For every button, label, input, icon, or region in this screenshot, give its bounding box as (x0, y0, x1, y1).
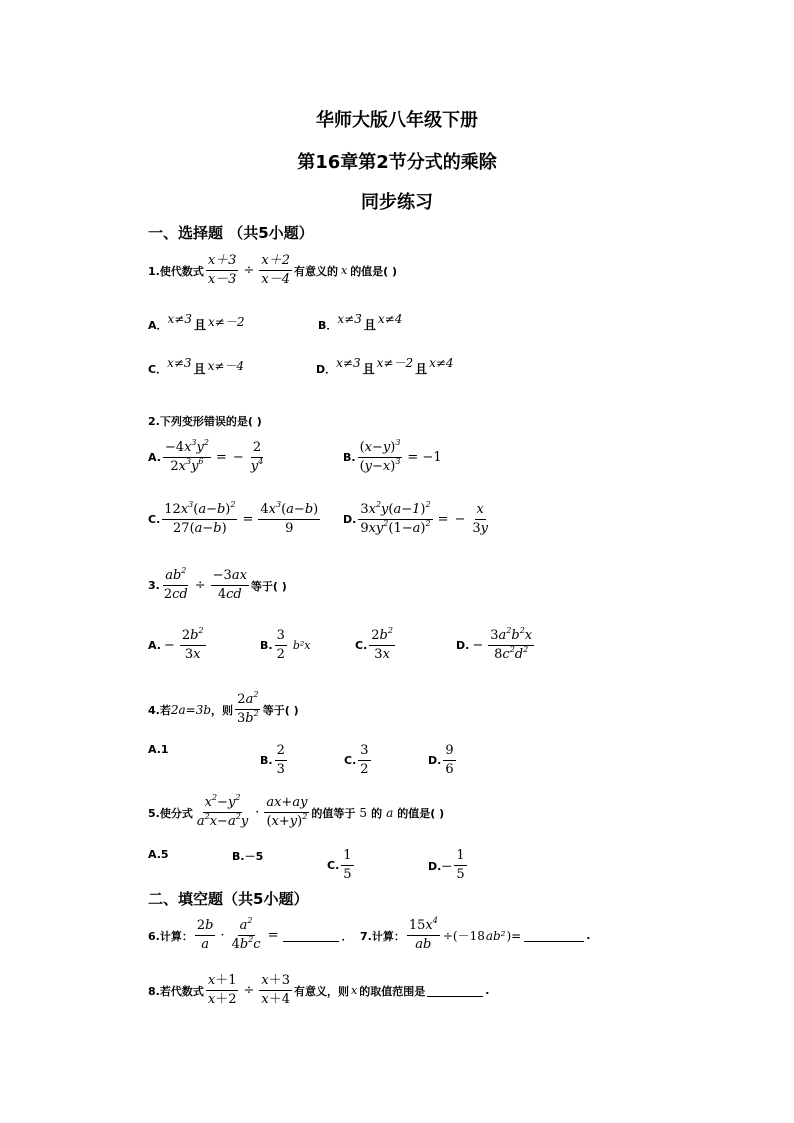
q3-d-frac: $\frac{3a^2b^2x}{8c^2d^2}$ (490, 626, 533, 663)
q2-a-eq: = (215, 450, 227, 466)
q2-option-a (148, 440, 267, 476)
q1-suffix2: 的值是( ) (350, 264, 398, 278)
q5-suffix2: 的 (371, 806, 383, 820)
section-fill-heading: 二、填空题（共5小题） (148, 890, 309, 908)
q2-a-minus: − (232, 450, 244, 466)
q5-fraction-1: $\frac{x^2-y^2}{a^2x-a^2y}$ (196, 793, 249, 830)
q1-option-d (316, 355, 454, 377)
q1-option-c-label: C． (148, 362, 168, 376)
q6-eq: = (267, 928, 279, 944)
q3-fraction-1: $\frac{ab^2}{2cd}$ (163, 566, 188, 603)
q6-answer-blank[interactable] (283, 929, 339, 942)
q1-a-cond1: x≠3 (167, 311, 192, 326)
q3-option-a-label: A. (148, 639, 161, 653)
q2-d-eq: = (437, 512, 449, 528)
q1-var: x (340, 264, 348, 278)
q2-b-eq: = −1 (407, 450, 442, 466)
q7-fraction: $\frac{15x^4}{ab}$ (408, 916, 438, 953)
q5-value: 5 (359, 805, 368, 820)
q2-stem: 2.下列变形错误的是( ) (148, 415, 262, 428)
q3-a-frac: $\frac{2b^2}{3x}$ (181, 626, 204, 663)
q3-b-frac: $\frac{3}{2}$ (276, 628, 285, 663)
q2-b-left: $\frac{(x-y)^3}{(y-x)^3}$ (359, 438, 401, 475)
q5-var: a (386, 805, 394, 820)
q1-option-c (148, 355, 245, 377)
q4-c-frac: $\frac{3}{2}$ (360, 743, 369, 778)
q1-option-b-label: B． (318, 318, 338, 332)
q1-d-cond3: x≠4 (429, 355, 454, 370)
q2-c-left: $\frac{12x^3(a-b)^2}{27(a-b)}$ (164, 500, 236, 537)
q2-option-a-label: A. (148, 451, 161, 465)
question-2 (148, 413, 262, 429)
q4-fraction: $\frac{2a^2}{3b^2}$ (237, 690, 259, 727)
q7-close: )= (506, 928, 522, 943)
q4-option-c (344, 743, 373, 779)
q8-prefix: 8.若代数式 (148, 984, 204, 998)
q1-d-cond1: x≠3 (336, 355, 361, 370)
q1-c-and: 且 (193, 362, 206, 376)
section-choice-heading: 一、选择题 （共5小题） (148, 224, 314, 242)
q8-answer-blank[interactable] (427, 984, 483, 997)
q6-mult-op: · (220, 928, 225, 944)
q4-option-b-label: B. (260, 754, 273, 768)
q8-suffix: 有意义，则 (294, 984, 349, 998)
q5-fraction-2: $\frac{ax+ay}{(x+y)^2}$ (266, 795, 308, 830)
q5-option-b-label: B.－5 (232, 850, 264, 863)
q4-option-d-label: D. (428, 754, 442, 768)
q4-prefix: 4.若 (148, 703, 171, 717)
q1-divide-op: ÷ (243, 263, 255, 279)
q1-a-cond2: x≠－2 (208, 315, 245, 329)
q1-c-cond1: x≠3 (167, 355, 192, 370)
chapter-title: 第16章第2节分式的乘除 (297, 152, 497, 173)
q5-option-a-label: A.5 (148, 848, 169, 861)
q4-option-b (260, 743, 289, 779)
q6-label: 6.计算： (148, 929, 193, 943)
q1-suffix: 有意义的 (293, 264, 338, 278)
q2-option-c (148, 502, 322, 538)
q5-option-b (232, 848, 263, 864)
q4-d-frac: $\frac{9}{6}$ (445, 743, 454, 778)
q3-a-minus: − (163, 638, 175, 654)
q4-suffix: 等于( ) (262, 703, 299, 717)
q8-end: . (485, 984, 490, 998)
q3-option-c (355, 628, 397, 664)
q6-fraction-2: $\frac{a^2}{4b^2c}$ (231, 916, 261, 953)
q8-fraction-1: $\frac{x+1}{x+2}$ (207, 973, 237, 1008)
q3-suffix: 等于( ) (250, 579, 287, 593)
q5-option-d-label: D.－ (428, 859, 453, 873)
q6-end: ． (341, 929, 353, 943)
q4-options (148, 743, 169, 756)
q2-option-d (343, 502, 492, 538)
practice-title: 同步练习 (361, 192, 433, 213)
q8-var: x (351, 984, 358, 998)
q8-suffix2: 的取值范围是 (359, 984, 426, 998)
question-1 (148, 253, 397, 289)
q7-mid: ÷(－18 (442, 929, 485, 944)
question-3 (148, 568, 287, 604)
q5-prefix: 5.使分式 (148, 806, 193, 820)
q3-option-b-label: B. (260, 639, 273, 653)
q5-suffix3: 的值是( ) (397, 806, 445, 820)
q3-option-a (148, 628, 208, 664)
q8-divide-op: ÷ (243, 983, 255, 999)
q1-d-and: 且 (362, 362, 375, 376)
q5-c-frac: $\frac{1}{5}$ (343, 848, 352, 883)
q1-b-cond2: x≠4 (377, 311, 403, 326)
q3-option-d (456, 628, 536, 664)
q1-option-d-label: D． (316, 362, 337, 376)
q2-option-d-label: D. (343, 513, 357, 527)
q7-answer-blank[interactable] (524, 929, 584, 942)
q1-b-cond1: x≠3 (337, 311, 362, 326)
q4-option-d (428, 743, 458, 779)
q2-c-eq: = (242, 512, 254, 528)
q2-a-left: $\frac{-4x^3y^2}{2x^3y^6}$ (164, 438, 209, 475)
question-6 (148, 918, 352, 954)
q2-a-right: $\frac{2}{y^4}$ (250, 440, 264, 475)
q3-option-b (260, 628, 311, 664)
question-8 (148, 973, 489, 1009)
q1-option-a (148, 311, 245, 333)
q7-end: . (586, 929, 591, 943)
q3-c-frac: $\frac{2b^2}{3x}$ (371, 626, 393, 663)
q5-option-c (327, 848, 356, 884)
q5-d-frac: $\frac{1}{5}$ (456, 848, 465, 883)
q1-b-and: 且 (363, 318, 376, 332)
q1-a-and: 且 (193, 318, 206, 332)
q3-option-d-label: D. (456, 639, 470, 653)
q4-b-frac: $\frac{2}{3}$ (276, 743, 285, 778)
q3-option-c-label: C. (355, 639, 368, 653)
q2-d-right: $\frac{x}{3y}$ (472, 502, 489, 537)
q1-d-and-2: 且 (415, 362, 428, 376)
q1-fraction-1: $\frac{x+3}{x-3}$ (207, 253, 237, 288)
question-5 (148, 795, 444, 831)
q3-prefix: 3. (148, 579, 160, 593)
q3-fraction-2: $\frac{-3ax}{4cd}$ (212, 568, 247, 603)
question-7 (360, 918, 590, 954)
q2-d-left: $\frac{3x^2y(a-1)^2}{9xy^2(1-a)^2}$ (360, 500, 431, 537)
q2-option-c-label: C. (148, 513, 161, 527)
q1-option-b (318, 311, 403, 333)
q2-c-right: $\frac{4x^3(a-b)}{9}$ (260, 500, 319, 537)
q2-option-b (343, 440, 445, 476)
q3-b-tail: b²x (292, 639, 311, 653)
question-4 (148, 692, 299, 728)
q1-fraction-2: $\frac{x+2}{x-4}$ (261, 253, 290, 288)
q5-mult-op: · (255, 805, 260, 821)
q6-fraction-1: $\frac{2b}{a}$ (196, 918, 214, 953)
q5-option-d (428, 848, 469, 884)
q1-d-cond2: x≠－2 (376, 356, 414, 370)
q5-suffix: 的值等于 (311, 806, 356, 820)
q1-c-cond2: x≠－4 (207, 359, 245, 373)
q3-divide-op: ÷ (194, 578, 206, 594)
q5-option-a (148, 848, 169, 861)
book-title: 华师大版八年级下册 (316, 110, 478, 131)
q7-var: ab² (485, 928, 506, 943)
q2-option-b-label: B. (343, 451, 356, 465)
q1-option-a-label: A． (148, 318, 168, 332)
q4-middle: ，则 (211, 703, 234, 717)
q5-option-c-label: C. (327, 859, 340, 873)
q7-label: 7.计算： (360, 929, 405, 943)
q4-option-a: A.1 (148, 743, 169, 756)
q4-option-c-label: C. (344, 754, 357, 768)
q3-d-minus: − (472, 638, 484, 654)
q8-fraction-2: $\frac{x+3}{x+4}$ (261, 973, 290, 1008)
q1-prefix: 1.使代数式 (148, 264, 204, 278)
q2-d-minus: − (454, 512, 466, 528)
q4-condition: 2a=3b (170, 702, 212, 717)
